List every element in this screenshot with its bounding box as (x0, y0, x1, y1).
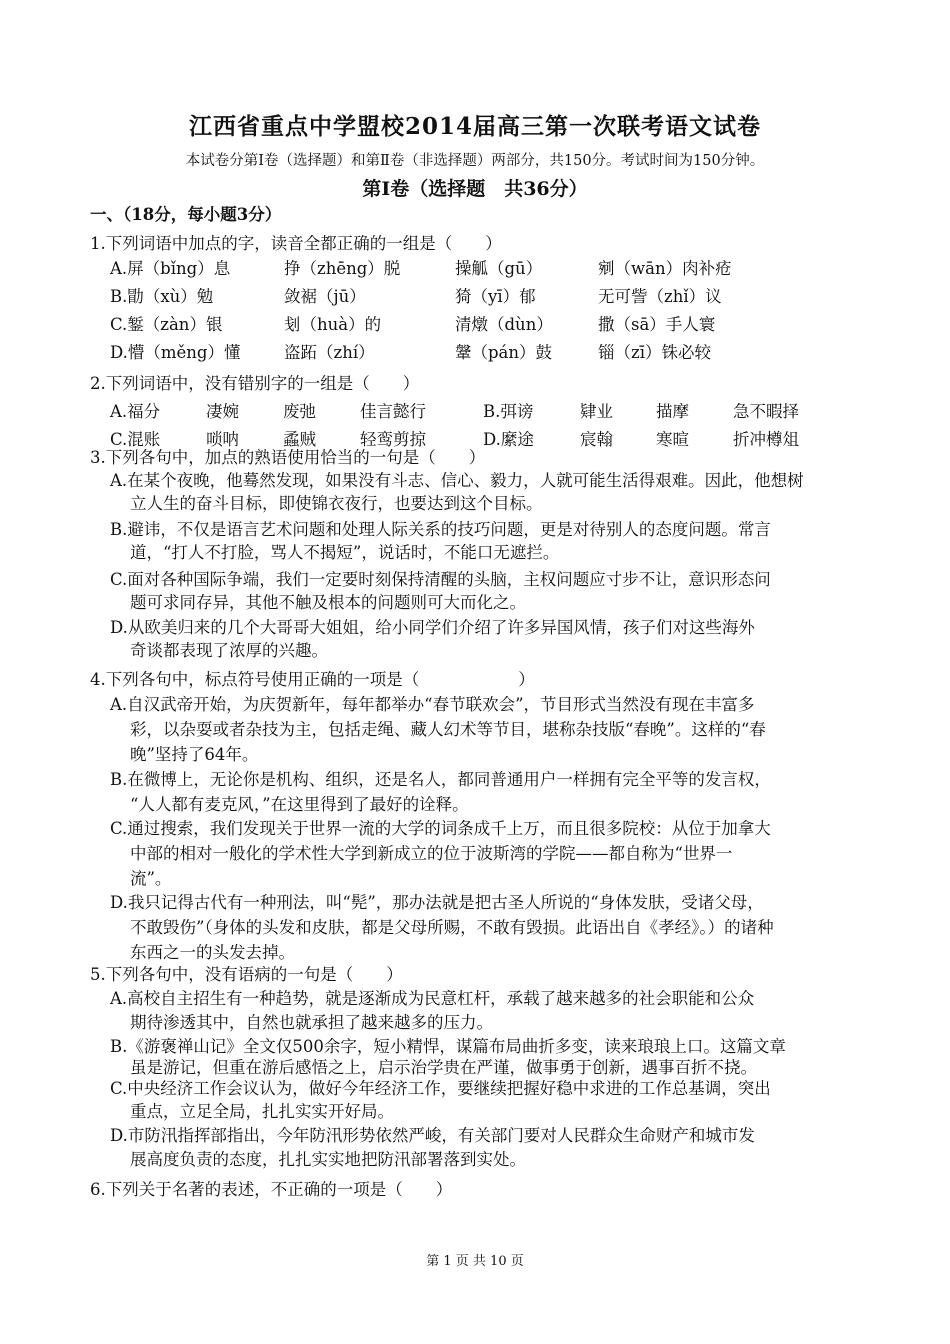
q4-option-a-cont2: 晚”坚持了64年。 (130, 745, 259, 764)
q2-c-2: 唢呐 (206, 430, 239, 449)
q3-option-c-cont: 题可求同存异，其他不触及根本的问题则可大而化之。 (130, 593, 526, 612)
q5-option-b-cont: 虽是游记，但重在游后感悟之上，启示治学贵在严谨，做事勇于创新，遇事百折不挠。 (130, 1058, 757, 1077)
q2-d-2: 宸翰 (580, 430, 613, 449)
q3-option-c: C.面对各种国际争端，我们一定要时刻保持清醒的头脑，主权问题应寸步不让，意识形态问 (110, 570, 771, 589)
q3-option-d: D.从欧美归来的几个大哥哥大姐姐，给小同学们介绍了许多异国风情，孩子们对这些海外 (110, 618, 755, 637)
q3-option-a-cont: 立人生的奋斗目标，即使锦衣夜行，也要达到这个目标。 (130, 494, 543, 513)
exam-intro: 本试卷分第Ⅰ卷（选择题）和第Ⅱ卷（非选择题）两部分，共150分。考试时间为150分钟。 (185, 153, 765, 169)
q2-c-3: 蟊贼 (283, 430, 316, 449)
q5-option-c-cont: 重点，立足全局，扎扎实实开好局。 (130, 1102, 394, 1121)
q3-option-a: A.在某个夜晚，他蓦然发现，如果没有斗志、信心、毅力，人就可能生活得艰难。因此，他想树 (110, 471, 804, 490)
q1-d-2: 盗跖（zhí） (284, 343, 375, 362)
section-title: 第Ⅰ卷（选择题 共36分） (362, 178, 588, 200)
q1-d-1: D.懵（měng）懂 (110, 343, 241, 362)
q2-a-1: A.福分 (110, 402, 161, 421)
q1-b-4: 无可訾（zhǐ）议 (598, 287, 722, 306)
q2-stem: 2.下列词语中，没有错别字的一组是（ ） (90, 374, 420, 393)
q2-a-3: 废弛 (283, 402, 316, 421)
q3-stem: 3.下列各句中，加点的熟语使用恰当的一句是（ ） (90, 448, 486, 467)
q2-a-4: 佳言懿行 (360, 402, 426, 421)
q4-option-c-cont2: 流”。 (130, 869, 172, 888)
q4-option-d: D.我只记得古代有一种刑法，叫“髡”，那办法就是把古圣人所说的“身体发肤，受诸父母， (110, 893, 764, 912)
q6-stem: 6.下列关于名著的表述，不正确的一项是（ ） (90, 1180, 453, 1199)
q4-option-a: A.自汉武帝开始，为庆贺新年，每年都举办“春节联欢会”，节目形式当然没有现在丰富多 (110, 695, 755, 714)
q2-b-2: 肄业 (580, 402, 613, 421)
q2-b-4: 急不暇择 (733, 402, 799, 421)
q2-b-3: 描摩 (656, 402, 689, 421)
q2-d-1: D.縻途 (483, 430, 534, 449)
q4-option-c: C.通过搜索，我们发现关于世界一流的大学的词条成千上万，而且很多院校：从位于加拿大 (110, 819, 771, 838)
q4-option-a-cont: 彩，以杂耍或者杂技为主，包括走绳、藏人幻术等节目，堪称杂技版“春晚”。这样的“春 (130, 720, 766, 739)
q4-option-c-cont: 中部的相对一般化的学术性大学到新成立的位于波斯湾的学院——都自称为“世界一 (130, 844, 733, 863)
q2-b-1: B.弭谤 (483, 402, 534, 421)
q2-d-4: 折冲樽俎 (733, 430, 799, 449)
q3-option-b-cont: 道，“打人不打脸，骂人不揭短”，说话时，不能口无遮拦。 (130, 543, 560, 562)
q5-option-d: D.市防汛指挥部指出，今年防汛形势依然严峻，有关部门要对人民群众生命财产和城市发 (110, 1126, 755, 1145)
q1-a-4: 剜（wān）肉补疮 (598, 259, 732, 278)
q1-b-1: B.勖（xù）勉 (110, 287, 214, 306)
q1-c-1: C.錾（zàn）银 (110, 315, 223, 334)
part-title: 一、（18分，每小题3分） (90, 205, 282, 224)
q4-option-b-cont: “人人都有麦克风，”在这里得到了最好的诠释。 (130, 795, 469, 814)
q1-d-4: 锱（zī）铢必较 (598, 343, 711, 362)
q5-stem: 5.下列各句中，没有语病的一句是（ ） (90, 965, 403, 984)
q1-b-2: 敛裾（jū） (284, 287, 366, 306)
q1-c-2: 刬（huà）的 (284, 315, 382, 334)
q1-b-3: 猗（yī）郁 (455, 287, 536, 306)
q5-option-b: B.《游褒禅山记》全文仅500余字，短小精悍，谋篇布局曲折多变，读来琅琅上口。这篇文章 (110, 1037, 786, 1056)
q4-option-d-cont: 不敢毁伤”（身体的头发和皮肤，都是父母所赐，不敢有毁损。此语出自《孝经》。）的诸种 (130, 918, 774, 937)
q2-a-2: 凄婉 (206, 402, 239, 421)
q1-c-4: 撒（sā）手人寰 (598, 315, 716, 334)
q2-d-3: 寒暄 (656, 430, 689, 449)
q4-option-b: B.在微博上，无论你是机构、组织，还是名人，都同普通用户一样拥有完全平等的发言权， (110, 770, 771, 789)
q4-stem: 4.下列各句中，标点符号使用正确的一项是（ ） (90, 670, 535, 689)
q5-option-d-cont: 展高度负责的态度，扎扎实实地把防汛部署落到实处。 (130, 1150, 526, 1169)
q1-c-3: 清燉（dùn） (455, 315, 553, 334)
q5-option-c: C.中央经济工作会议认为，做好今年经济工作，要继续把握好稳中求进的工作总基调，突出 (110, 1079, 771, 1098)
q2-c-1: C.混账 (110, 430, 161, 449)
q5-option-a-cont: 期待渗透其中，自然也就承担了越来越多的压力。 (130, 1013, 493, 1032)
page-footer: 第 1 页 共 10 页 (426, 1254, 524, 1269)
q3-option-b: B.避讳，不仅是语言艺术问题和处理人际关系的技巧问题，更是对待别人的态度问题。常言 (110, 520, 771, 539)
q1-a-1: A.屏（bǐng）息 (110, 259, 231, 278)
q1-a-3: 操觚（gū） (455, 259, 543, 278)
q5-option-a: A.高校自主招生有一种趋势，就是逐渐成为民意杠杆，承载了越来越多的社会职能和公众 (110, 989, 755, 1008)
q3-option-d-cont: 奇谈都表现了浓厚的兴趣。 (130, 641, 328, 660)
q4-option-d-cont2: 东西之一的头发去掉。 (130, 943, 295, 962)
q1-stem: 1.下列词语中加点的字，读音全都正确的一组是（ ） (90, 234, 502, 253)
q1-a-2: 挣（zhēng）脱 (284, 259, 401, 278)
q1-d-3: 鞶（pán）鼓 (455, 343, 553, 362)
exam-title: 江西省重点中学盟校2014届高三第一次联考语文试卷 (188, 113, 761, 140)
q2-c-4: 轻鸾剪掠 (360, 430, 426, 449)
